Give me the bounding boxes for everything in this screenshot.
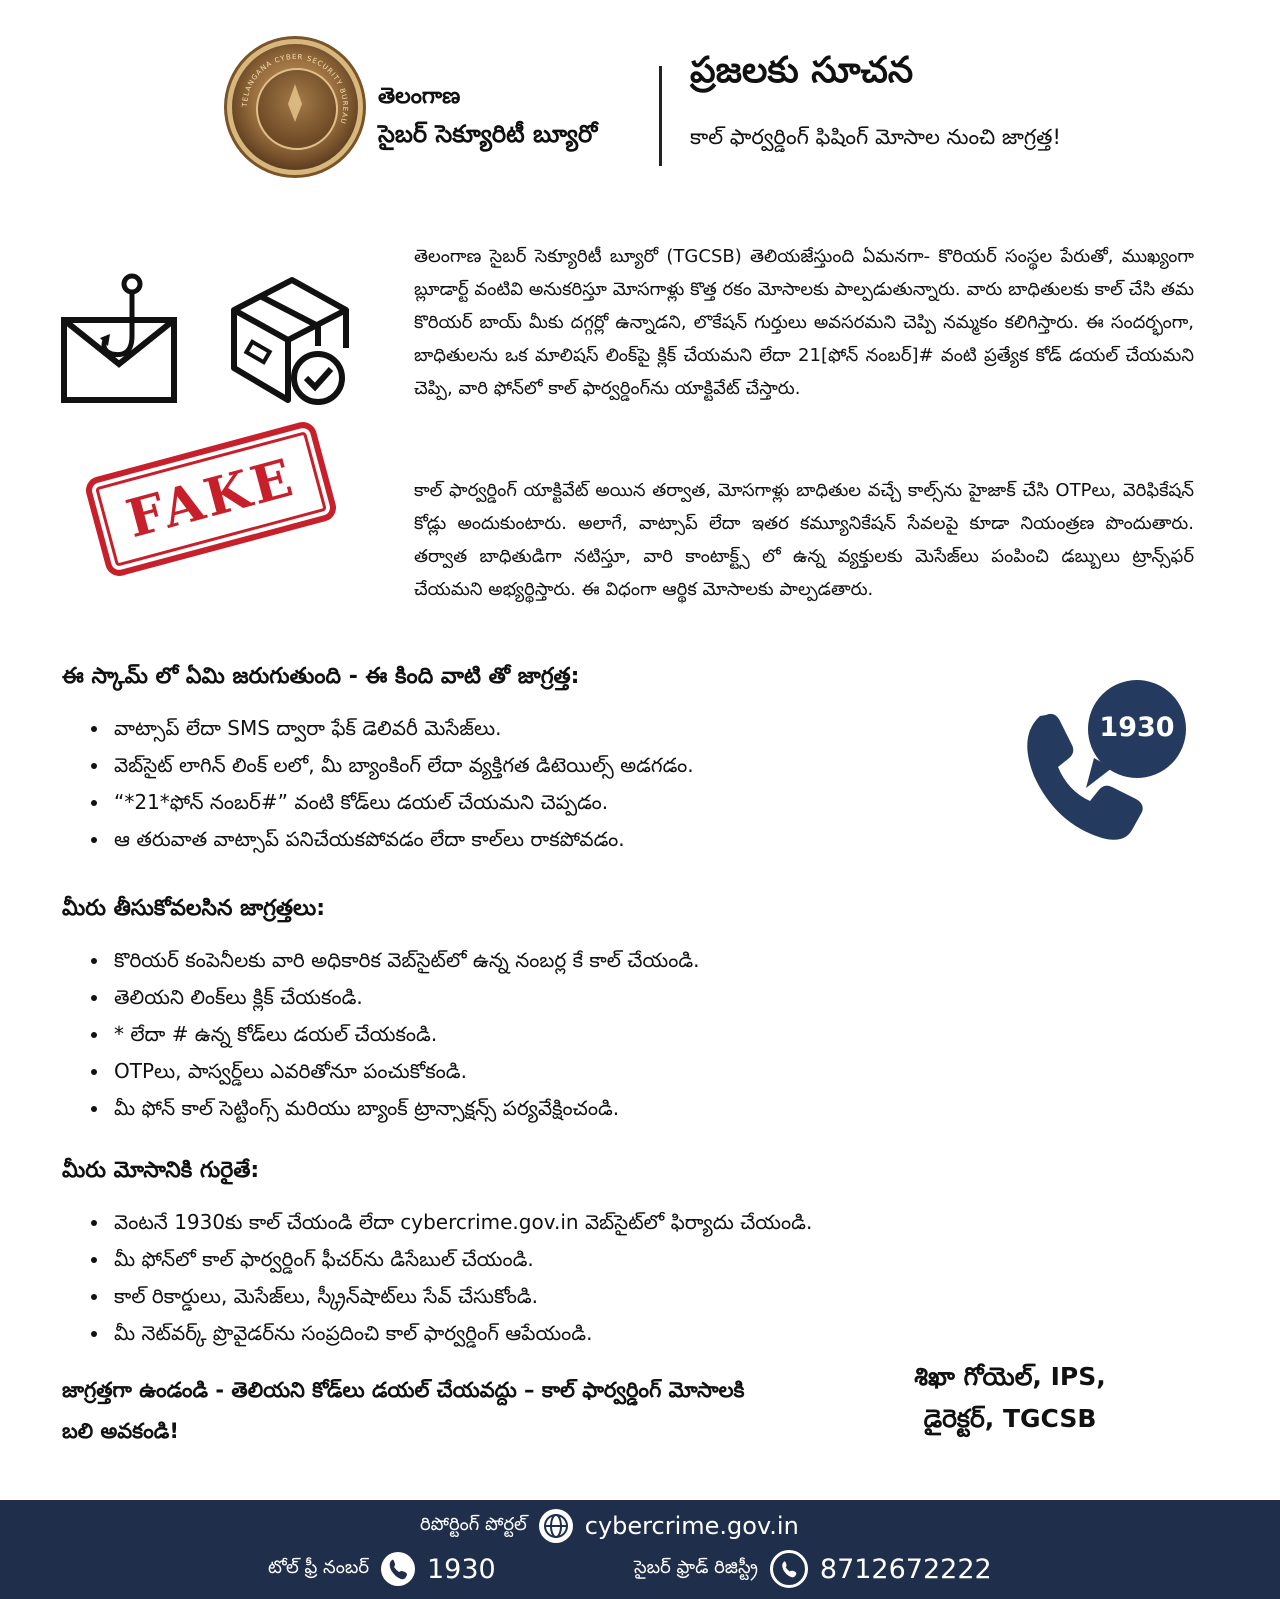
list-item: • “*21*ఫోన్ నంబర్#” వంటి కోడ్‌లు డయల్ చేయమని చెప్పడం. [110,784,694,821]
list-item: • OTPలు, పాస్వర్డ్‌లు ఎవరితోనూ పంచుకోకండి. [110,1053,700,1090]
header-divider [659,66,662,166]
section2-heading: మీరు తీసుకోవలసిన జాగ్రత్తలు: [62,896,326,921]
list-item: • వాట్సాప్ లేదా SMS ద్వారా ఫేక్ డెలివరీ మెసేజ్‌లు. [110,710,694,747]
section3-list [86,1204,812,1352]
phishing-envelope-icon [60,272,180,406]
footer-portal-row [420,1508,799,1544]
section1-heading: ఈ స్కామ్ లో ఏమి జరుగుతుంది - ఈ కింది వాటి తో జాగ్రత్త: [62,664,580,689]
phone-icon [381,1552,415,1586]
signatory-name: శిఖా గోయెల్, IPS, [914,1362,1106,1391]
footer-tollfree-row [268,1546,496,1592]
list-item: • మీ ఫోన్ కాల్ సెట్టింగ్స్ మరియు బ్యాంక్ ట్రాన్సాక్షన్స్ పర్యవేక్షించండి. [110,1090,700,1127]
notice-subtitle: కాల్ ఫార్వర్డింగ్ ఫిషింగ్ మోసాల నుంచి జాగ్రత్త! [690,125,1061,149]
notice-title: ప్రజలకు సూచన [690,50,914,91]
list-item: • కాల్ రికార్డులు, మెసేజ్‌లు, స్క్రీన్‌షాట్‌లు సేవ్ చేసుకోండి. [110,1278,812,1315]
tollfree-number[interactable]: 1930 [427,1553,496,1585]
section1-list [86,710,694,858]
footer-bar [0,1500,1280,1599]
parcel-box-check-icon [230,272,350,406]
tgcsb-seal-logo [232,44,358,170]
tollfree-label: టోల్ ఫ్రీ నంబర్ [268,1556,369,1578]
list-item: • ఆ తరువాత వాట్సాప్ పనిచేయకపోవడం లేదా కాల్‌లు రాకపోవడం. [110,821,694,858]
list-item: • * లేదా # ఉన్న కోడ్‌లు డయల్ చేయకండి. [110,1016,700,1053]
portal-url-link[interactable]: cybercrime.gov.in [584,1512,799,1540]
signatory-title: డైరెక్టర్, TGCSB [923,1404,1097,1433]
globe-icon [539,1509,573,1543]
registry-label: సైబర్ ఫ్రాడ్ రిజిస్ట్రీ [634,1556,758,1578]
list-item: • వెబ్‌సైట్ లాగిన్ లింక్ లలో, మీ బ్యాంకింగ్ లేదా వ్యక్తిగత డిటెయిల్స్ అడగడం. [110,747,694,784]
signature-block [880,1356,1140,1440]
org-name-line2: సైబర్ సెక్యూరిటీ బ్యూరో [378,120,598,148]
list-item: • మీ ఫోన్‌లో కాల్ ఫార్వర్డింగ్ ఫీచర్‌ను డిసేబుల్ చేయండి. [110,1241,812,1278]
svg-text:TELANGANA CYBER SECURITY BUREA: TELANGANA CYBER SECURITY BUREAU [240,52,350,126]
seal-lettering [232,44,358,170]
whatsapp-icon [770,1550,808,1588]
portal-label: రిపోర్టింగ్ పోర్టల్ [420,1513,527,1535]
section2-list [86,942,700,1127]
list-item: • వెంటనే 1930కు కాల్ చేయండి లేదా cybercrime.gov.in వెబ్‌సైట్‌లో ఫిర్యాదు చేయండి. [110,1204,812,1241]
footer-registry-row [634,1546,992,1592]
list-item: • తెలియని లింక్‌లు క్లిక్ చేయకండి. [110,979,700,1016]
registry-number[interactable]: 8712672222 [819,1553,992,1585]
fake-stamp: FAKE [83,419,339,579]
helpline-bubble-tail [1080,752,1120,792]
list-item: • మీ నెట్‌వర్క్ ప్రొవైడర్‌ను సంప్రదించి కాల్ ఫార్వర్డింగ్ ఆపేయండి. [110,1315,812,1352]
helpline-badge: 1930 [1099,712,1175,743]
list-item: • కొరియర్ కంపెనీలకు వారి అధికారిక వెబ్‌సైట్‌లో ఉన్న నంబర్ల కే కాల్ చేయండి. [110,942,700,979]
section3-heading: మీరు మోసానికి గురైతే: [62,1158,260,1183]
intro-paragraph-1: తెలంగాణ సైబర్ సెక్యూరిటీ బ్యూరో (TGCSB) తెలియజేస్తుంది ఏమనగా- కొరియర్ సంస్థల పేరుతో, ముఖ్యంగా బ్లూడార్ట్ వంటివి అనుకరిస్తూ మోసగాళ్లు కొత్త రకం మోసాలకు పాల్పడుతున్నారు. వారు బాధితులకు కాల్ చేసి తమ కొరియర్ బాయ్ మీకు దగ్గర్లో ఉన్నాడని, లొకేషన్ గుర్తులు అవసరమని చెప్పి నమ్మకం కలిగిస్తారు. ఈ సందర్భంగా, బాధితులను ఒక మాలిషస్ లింక్‌పై క్లిక్ చేయమని లేదా 21[ఫోన్ నంబర్]# వంటి ప్రత్యేక కోడ్ డయల్ చేయమని చెప్పి, వారి ఫోన్‌లో కాల్ ఫార్వర్డింగ్‌ను యాక్టివేట్ చేస్తారు. [414,246,1194,399]
intro-paragraph-2: కాల్ ఫార్వర్డింగ్ యాక్టివేట్ అయిన తర్వాత, మోసగాళ్లు బాధితుల వచ్చే కాల్స్‌ను హైజాక్ చేసి OTPలు, వెరిఫికేషన్ కోడ్లు అందుకుంటారు. అలాగే, వాట్సాప్ లేదా ఇతర కమ్యూనికేషన్ సేవలపై కూడా నియంత్రణ పొందుతారు. తర్వాత బాధితుడిగా నటిస్తూ, వారి కాంటాక్ట్స్ లో ఉన్న వ్యక్తులకు మెసేజ్‌లు పంపించి డబ్బులు ట్రాన్స్‌ఫర్ చేయమని అభ్యర్థిస్తారు. ఈ విధంగా ఆర్థిక మోసాలకు పాల్పడతారు. [414,480,1194,600]
closing-warning: జాగ్రత్తగా ఉండండి - తెలియని కోడ్‌లు డయల్ చేయవద్దు – కాల్ ఫార్వర్డింగ్ మోసాలకి బలి అవకండి! [62,1378,745,1443]
org-name-line1: తెలంగాణ [378,84,461,109]
